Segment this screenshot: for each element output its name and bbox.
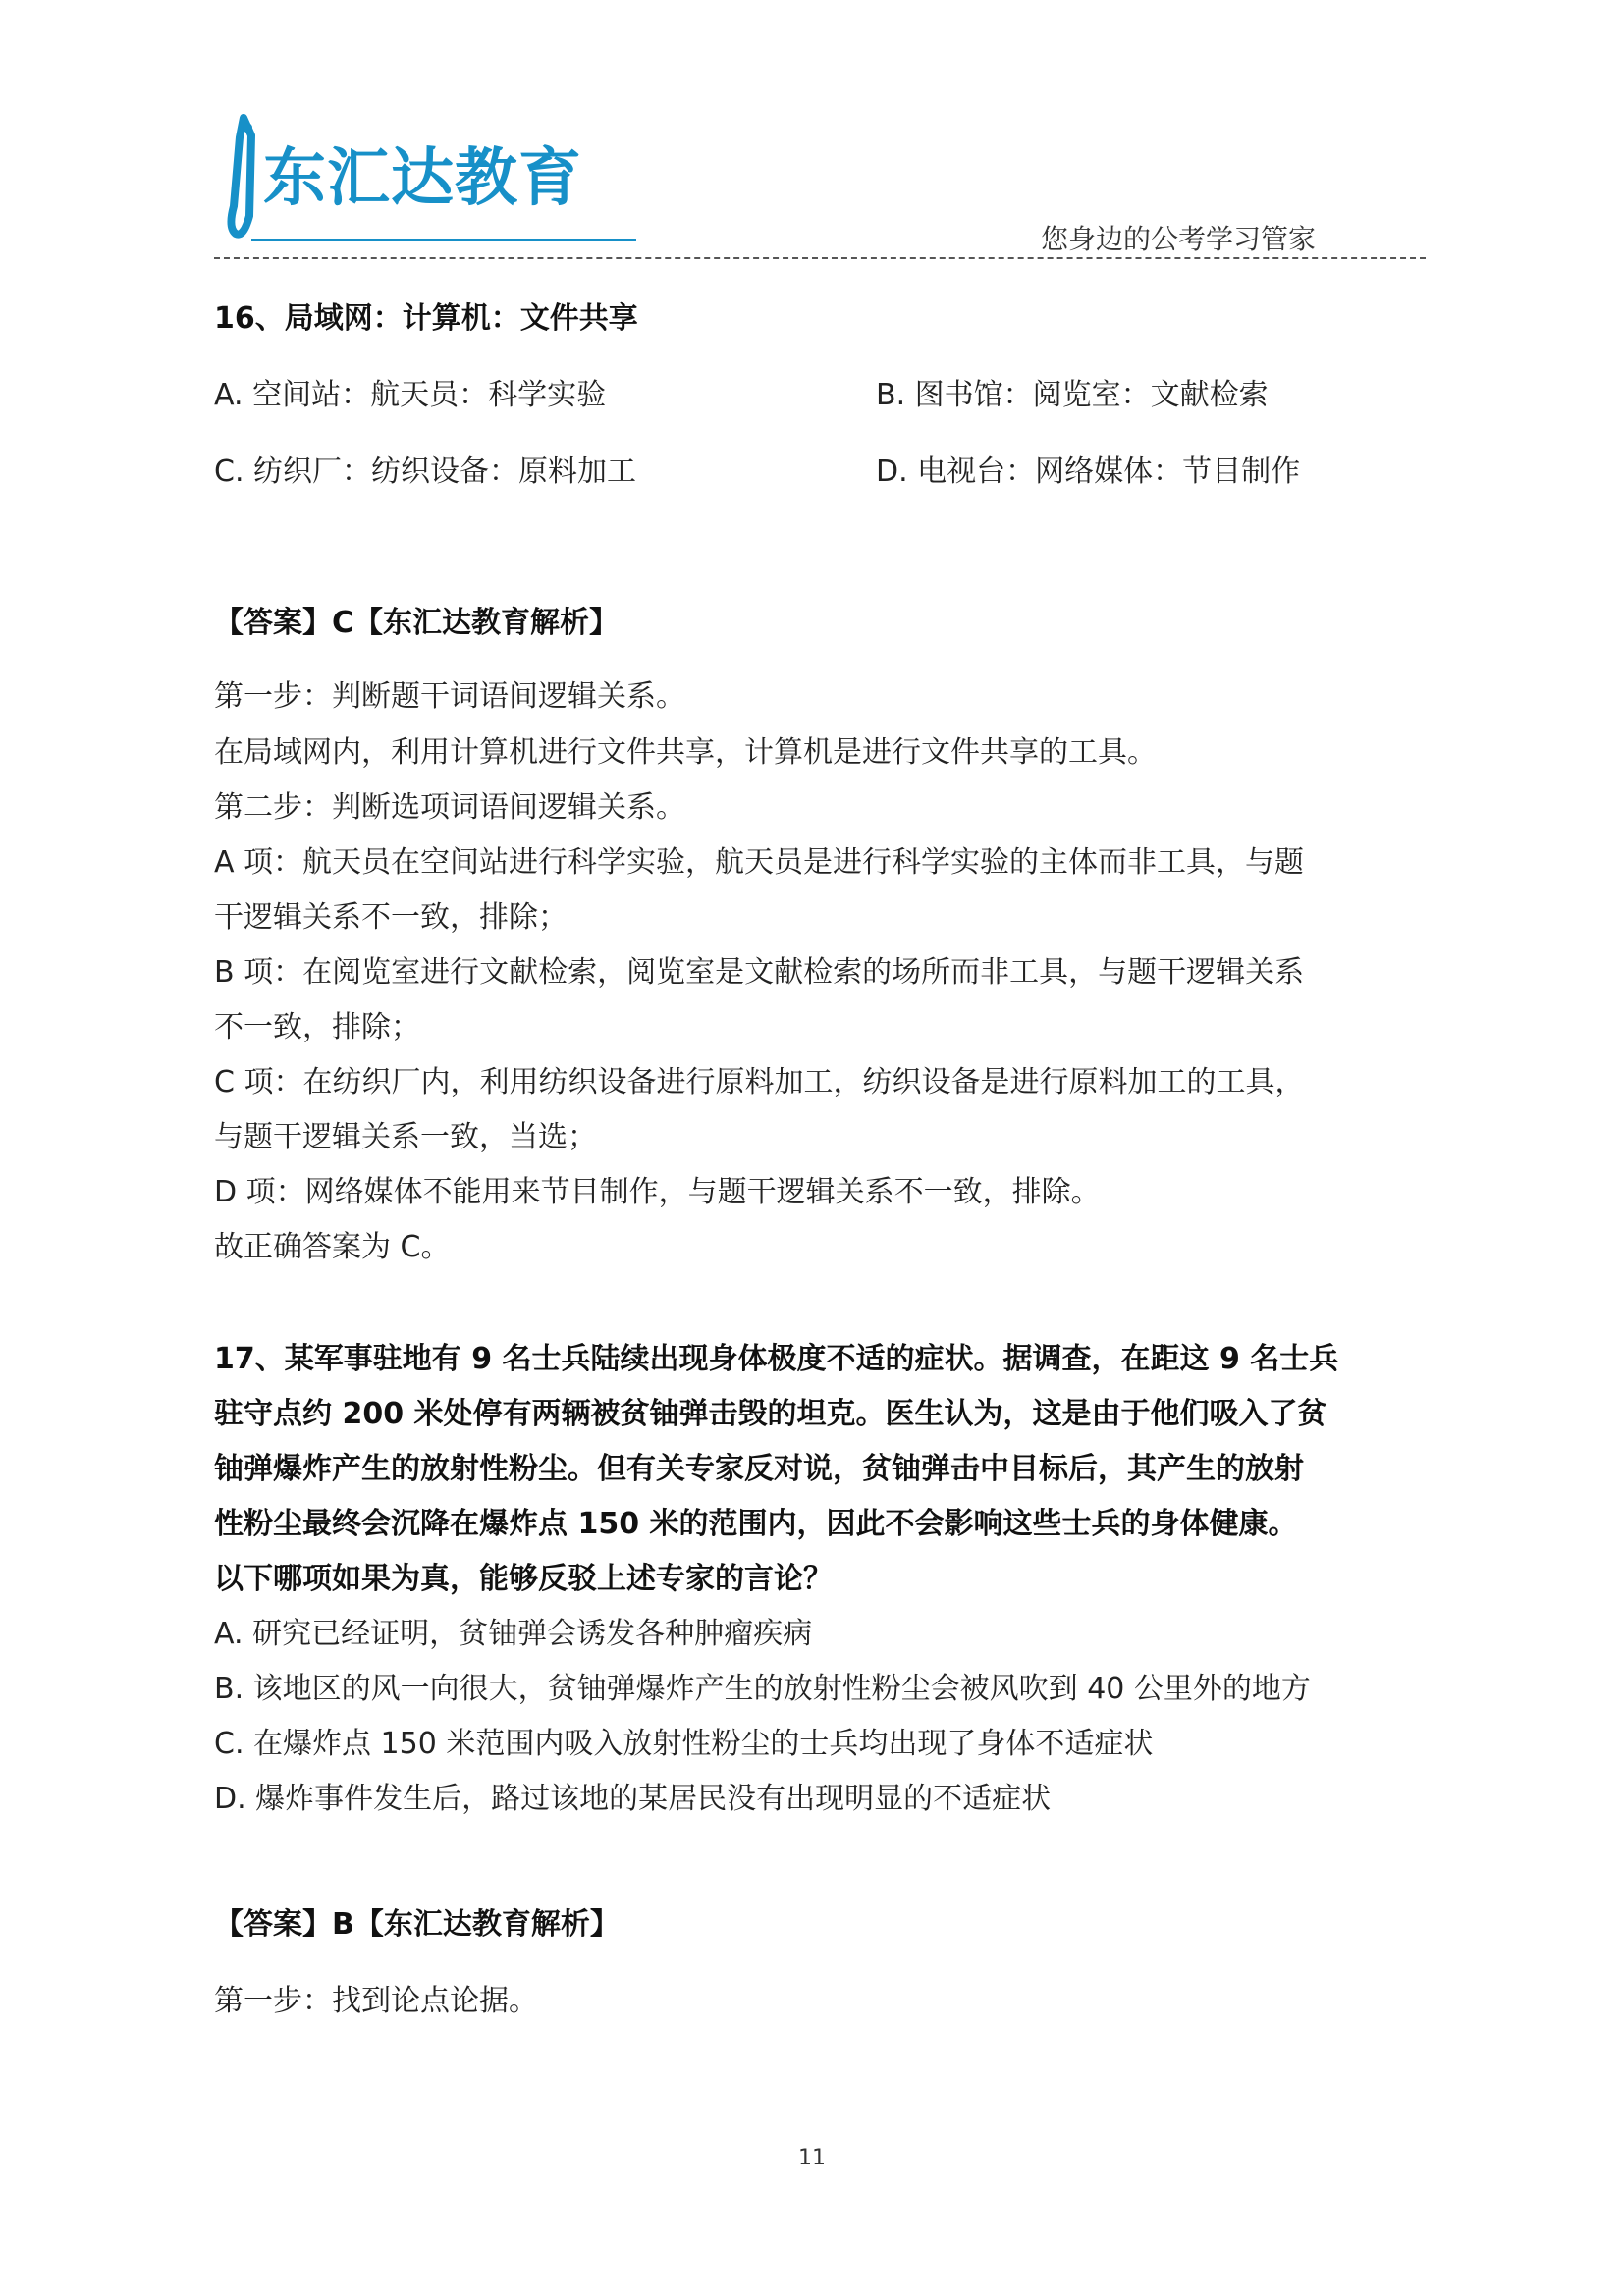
page-number: 11 (798, 2146, 826, 2170)
brand-logo (214, 108, 636, 245)
q16-analysis-line: 故正确答案为 C。 (214, 1230, 451, 1264)
q16-analysis-line: 第一步：判断题干词语间逻辑关系。 (214, 679, 685, 714)
q17-stem-line: 17、某军事驻地有 9 名士兵陆续出现身体极度不适的症状。据调查，在距这 9 名士兵 (214, 1342, 1339, 1376)
q17-stem-line: 性粉尘最终会沉降在爆炸点 150 米的范围内，因此不会影响这些士兵的身体健康。 (214, 1507, 1298, 1541)
q16-analysis-line: A 项：航天员在空间站进行科学实验，航天员是进行科学实验的主体而非工具，与题 (214, 845, 1305, 880)
q16-analysis-line: 与题干逻辑关系一致，当选； (214, 1120, 597, 1154)
q16-analysis-line: 第二步：判断选项词语间逻辑关系。 (214, 790, 685, 825)
logo-underline (251, 239, 636, 241)
q16-analysis-line: 在局域网内，利用计算机进行文件共享，计算机是进行文件共享的工具。 (214, 735, 1157, 770)
q17-option-d: D. 爆炸事件发生后，路过该地的某居民没有出现明显的不适症状 (214, 1782, 1052, 1816)
q16-analysis-line: D 项：网络媒体不能用来节目制作，与题干逻辑关系不一致，排除。 (214, 1175, 1101, 1209)
q17-answer: 【答案】B【东汇达教育解析】 (214, 1907, 620, 1942)
q17-option-a: A. 研究已经证明，贫铀弹会诱发各种肿瘤疾病 (214, 1617, 813, 1651)
q17-analysis-line: 第一步：找到论点论据。 (214, 1984, 538, 2018)
q16-answer: 【答案】C【东汇达教育解析】 (214, 606, 620, 640)
q17-option-b: B. 该地区的风一向很大，贫铀弹爆炸产生的放射性粉尘会被风吹到 40 公里外的地方 (214, 1672, 1311, 1706)
q17-stem-line: 以下哪项如果为真，能够反驳上述专家的言论？ (214, 1562, 833, 1596)
q16-option-d: D. 电视台：网络媒体：节目制作 (876, 454, 1301, 489)
q16-analysis-line: C 项：在纺织厂内，利用纺织设备进行原料加工，纺织设备是进行原料加工的工具， (214, 1065, 1305, 1099)
q16-stem: 16、局域网：计算机：文件共享 (214, 301, 638, 336)
q17-stem-line: 驻守点约 200 米处停有两辆被贫铀弹击毁的坦克。医生认为，这是由于他们吸入了贫 (214, 1397, 1327, 1431)
q16-option-a: A. 空间站：航天员：科学实验 (214, 378, 607, 412)
header-slogan: 您身边的公考学习管家 (1041, 223, 1317, 255)
header-divider (214, 257, 1426, 259)
q16-option-b: B. 图书馆：阅览室：文献检索 (876, 378, 1269, 412)
q16-analysis-line: 干逻辑关系不一致，排除； (214, 900, 568, 934)
q17-stem-line: 铀弹爆炸产生的放射性粉尘。但有关专家反对说，贫铀弹击中目标后，其产生的放射 (214, 1452, 1304, 1486)
q17-option-c: C. 在爆炸点 150 米范围内吸入放射性粉尘的士兵均出现了身体不适症状 (214, 1727, 1154, 1761)
q16-option-c: C. 纺织厂：纺织设备：原料加工 (214, 454, 637, 489)
q16-analysis-line: B 项：在阅览室进行文献检索，阅览室是文献检索的场所而非工具，与题干逻辑关系 (214, 955, 1305, 989)
brand-name: 东汇达教育 (263, 142, 582, 215)
q16-analysis-line: 不一致，排除； (214, 1010, 420, 1044)
